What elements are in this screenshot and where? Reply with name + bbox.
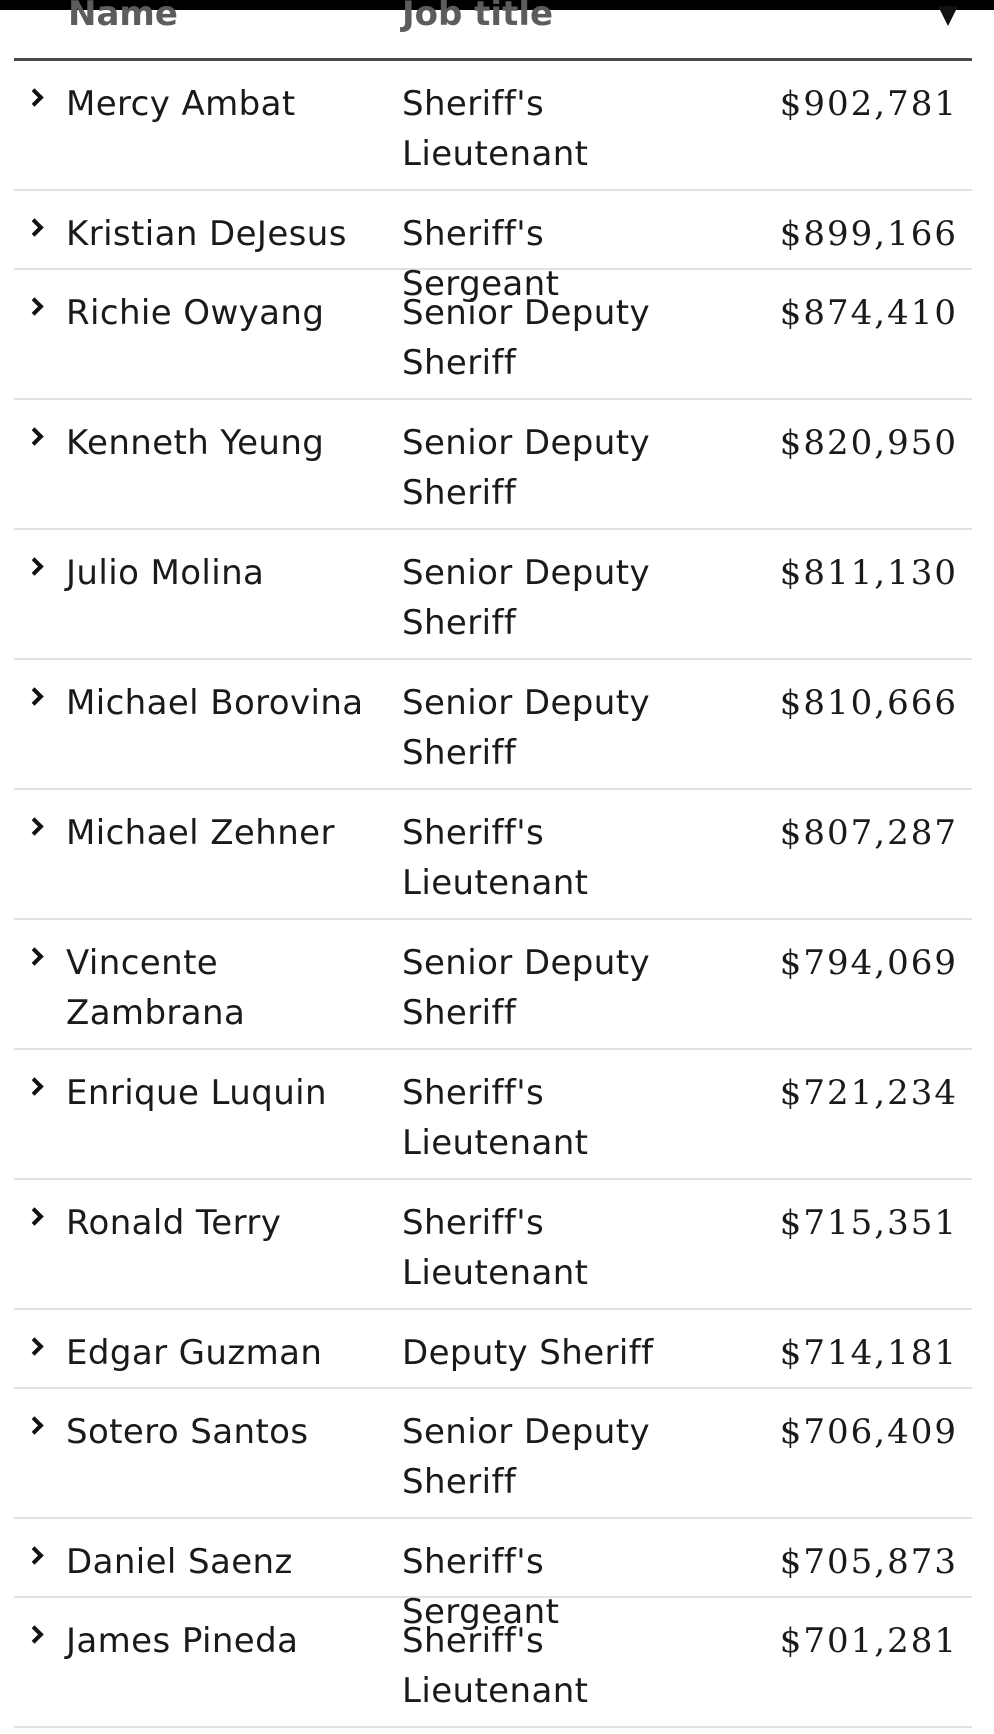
chevron-right-icon[interactable] (25, 427, 43, 445)
employee-name: Ronald Terry (66, 1203, 282, 1243)
employee-name: Vincente Zambrana (66, 943, 246, 1033)
job-title: Sheriff's Lieutenant (402, 1203, 589, 1293)
total-pay: $721,234 (779, 1073, 958, 1113)
job-title: Senior Deputy Sheriff (402, 1412, 650, 1502)
employee-name: Kenneth Yeung (66, 423, 325, 463)
total-pay: $794,069 (779, 943, 958, 983)
employee-name: Mercy Ambat (66, 84, 296, 124)
chevron-right-icon[interactable] (25, 1337, 43, 1355)
table-row[interactable] (14, 1310, 972, 1389)
total-pay: $811,130 (779, 553, 958, 593)
job-title: Deputy Sheriff (402, 1333, 654, 1373)
column-header-job-title[interactable]: Job title (402, 0, 554, 34)
table-row[interactable] (14, 270, 972, 400)
employee-name: Edgar Guzman (66, 1333, 323, 1373)
job-title: Sheriff's Sergeant (402, 214, 560, 304)
chevron-right-icon[interactable] (25, 1077, 43, 1095)
employee-name: Michael Zehner (66, 813, 335, 853)
employee-name: James Pineda (66, 1621, 299, 1661)
table-row[interactable] (14, 1598, 972, 1728)
employee-name: Richie Owyang (66, 293, 325, 333)
total-pay: $874,410 (779, 293, 958, 333)
job-title: Senior Deputy Sheriff (402, 293, 650, 383)
table-row[interactable] (14, 61, 972, 191)
salary-table (14, 0, 972, 1728)
employee-name: Daniel Saenz (66, 1542, 293, 1582)
table-row[interactable] (14, 191, 972, 304)
job-title: Sheriff's Lieutenant (402, 1073, 589, 1163)
employee-name: Kristian DeJesus (66, 214, 347, 254)
chevron-right-icon[interactable] (25, 88, 43, 106)
chevron-right-icon[interactable] (25, 1207, 43, 1225)
table-row[interactable] (14, 1389, 972, 1519)
table-row[interactable] (14, 1519, 972, 1632)
table-header (14, 0, 972, 61)
chevron-right-icon[interactable] (25, 817, 43, 835)
table-row[interactable] (14, 1050, 972, 1180)
chevron-right-icon[interactable] (25, 557, 43, 575)
job-title: Senior Deputy Sheriff (402, 943, 650, 1033)
employee-name: Sotero Santos (66, 1412, 309, 1452)
table-row[interactable] (14, 530, 972, 660)
job-title: Sheriff's Lieutenant (402, 84, 589, 174)
total-pay: $820,950 (779, 423, 958, 463)
total-pay: $810,666 (779, 683, 958, 723)
chevron-right-icon[interactable] (25, 947, 43, 965)
chevron-right-icon[interactable] (25, 1625, 43, 1643)
total-pay: $701,281 (779, 1621, 958, 1661)
total-pay: $715,351 (779, 1203, 958, 1243)
job-title: Senior Deputy Sheriff (402, 683, 650, 773)
table-row[interactable] (14, 920, 972, 1050)
table-row[interactable] (14, 400, 972, 530)
table-row[interactable] (14, 660, 972, 790)
total-pay: $705,873 (779, 1542, 958, 1582)
chevron-right-icon[interactable] (25, 1546, 43, 1564)
table-row[interactable] (14, 790, 972, 920)
job-title: Sheriff's Lieutenant (402, 813, 589, 903)
chevron-right-icon[interactable] (25, 1416, 43, 1434)
total-pay: $807,287 (779, 813, 958, 853)
job-title: Sheriff's Lieutenant (402, 1621, 589, 1711)
employee-name: Julio Molina (66, 553, 265, 593)
total-pay: $714,181 (779, 1333, 958, 1373)
employee-name: Enrique Luquin (66, 1073, 327, 1113)
job-title: Senior Deputy Sheriff (402, 553, 650, 643)
total-pay: $902,781 (779, 84, 958, 124)
chevron-right-icon[interactable] (25, 297, 43, 315)
total-pay: $706,409 (779, 1412, 958, 1452)
column-header-name[interactable]: Name (68, 0, 178, 34)
table-row[interactable] (14, 1180, 972, 1310)
total-pay: $899,166 (779, 214, 958, 254)
sort-descending-icon[interactable] (938, 6, 958, 26)
job-title: Senior Deputy Sheriff (402, 423, 650, 513)
chevron-right-icon[interactable] (25, 687, 43, 705)
employee-name: Michael Borovina (66, 683, 364, 723)
chevron-right-icon[interactable] (25, 218, 43, 236)
job-title: Sheriff's Sergeant (402, 1542, 560, 1632)
